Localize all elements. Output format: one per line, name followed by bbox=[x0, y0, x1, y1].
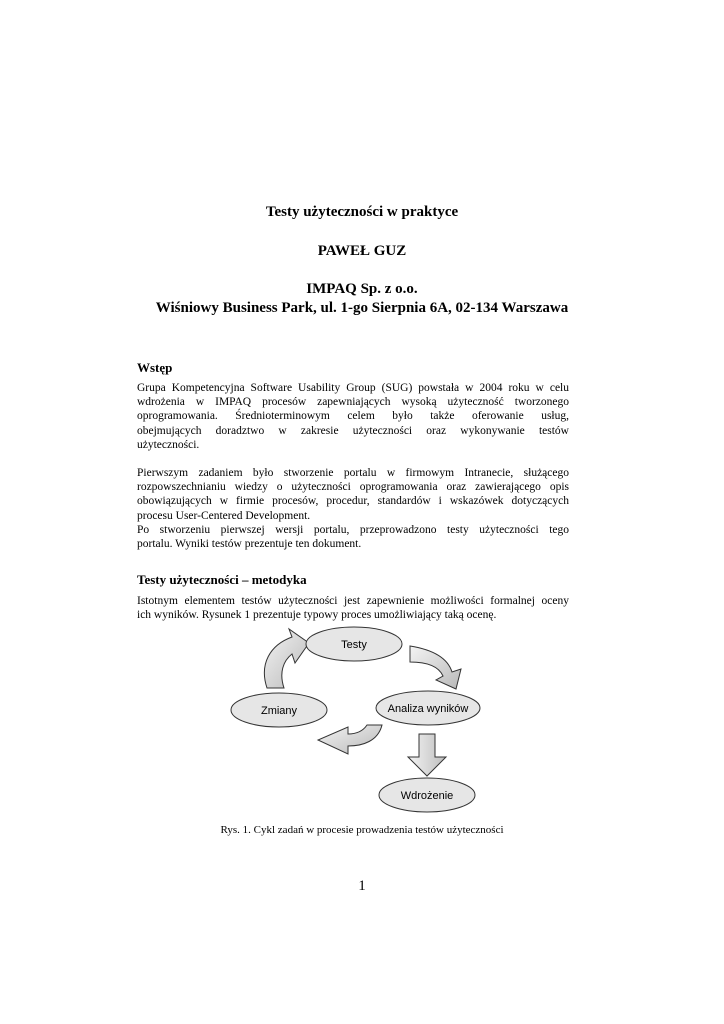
text-line: obowiązujących w firmie procesów, procedur, standardów i wskazówek dotyczących bbox=[137, 495, 569, 508]
arrow-analysis-to-deployment bbox=[408, 734, 446, 776]
text-line: Istotnym elementem testów użyteczności jest zapewnienie możliwości formalnej oceny bbox=[137, 595, 569, 607]
arrow-tests-to-analysis bbox=[410, 646, 461, 689]
text-line: wdrożenia w IMPAQ procesów zapewniających wysoką użyteczność tworzonego bbox=[137, 396, 569, 409]
node-tests-label: Testy bbox=[341, 639, 367, 651]
arrow-analysis-to-changes bbox=[318, 725, 382, 754]
text-line: rozpowszechnianiu wiedzy o użyteczności oprogramowania oraz zawierającego opis bbox=[137, 481, 569, 494]
author-name: PAWEŁ GUZ bbox=[317, 243, 407, 259]
section-heading-intro: Wstęp bbox=[137, 360, 173, 375]
text-line: użyteczności. bbox=[137, 438, 200, 451]
page-number: 1 bbox=[358, 878, 366, 894]
node-changes-label: Zmiany bbox=[260, 705, 298, 717]
document-title: Testy użyteczności w praktyce bbox=[265, 204, 459, 220]
node-deployment-label: Wdrożenie bbox=[400, 790, 454, 802]
section-heading-methodology: Testy użyteczności – metodyka bbox=[137, 572, 307, 587]
text-line: Pierwszym zadaniem było stworzenie portalu w firmowym Intranecie, służącego bbox=[137, 467, 569, 479]
node-analysis-label: Analiza wyników bbox=[387, 703, 469, 715]
text-line: Po stworzeniu pierwszej wersji portalu, przeprowadzono testy użyteczności tego bbox=[137, 524, 569, 536]
company-address: Wiśniowy Business Park, ul. 1-go Sierpnia 6A, 02-134 Warszawa bbox=[155, 300, 569, 316]
figure-caption: Rys. 1. Cykl zadań w procesie prowadzenia testów użyteczności bbox=[220, 824, 504, 836]
text-line: portalu. Wyniki testów prezentuje ten dokument. bbox=[137, 538, 362, 551]
company-name: IMPAQ Sp. z o.o. bbox=[306, 281, 418, 297]
text-line: oprogramowania. Średnioterminowym celem było także oferowanie usług, bbox=[137, 410, 569, 423]
text-line: ich wyników. Rysunek 1 prezentuje typowy proces umożliwiający taką ocenę. bbox=[137, 609, 497, 622]
arrow-changes-to-tests bbox=[264, 629, 309, 688]
text-line: Grupa Kompetencyjna Software Usability Group (SUG) powstała w 2004 roku w celu bbox=[137, 382, 569, 394]
text-line: procesu User-Centered Development. bbox=[137, 509, 311, 522]
text-line: obejmujących doradztwo w zakresie użyteczności oraz wykonywanie testów bbox=[137, 424, 569, 437]
